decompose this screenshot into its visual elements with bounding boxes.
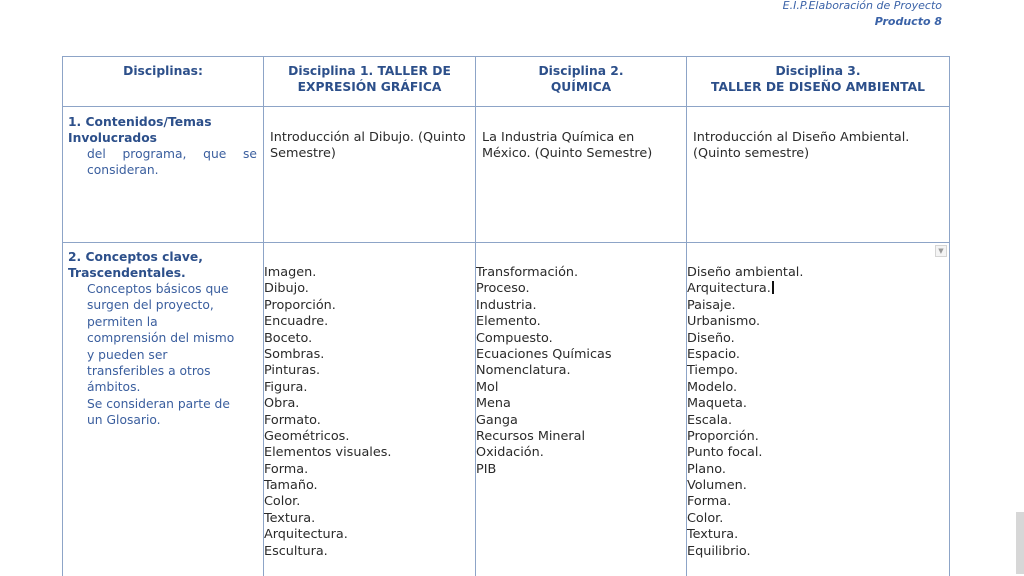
- table-header-row: [63, 57, 950, 107]
- disciplines-table: [62, 56, 950, 576]
- row-label-title: [63, 249, 263, 281]
- list-item: Color.: [264, 494, 301, 510]
- list-item: Nomenclatura.: [476, 363, 571, 379]
- column-header-line: TALLER DE DISEÑO AMBIENTAL: [711, 80, 925, 94]
- list-item: Formato.: [264, 412, 321, 428]
- list-item: Recursos Mineral: [476, 428, 586, 444]
- column-header-disciplina-3: [687, 57, 950, 107]
- list-item: Figura.: [264, 379, 308, 395]
- row-label-description: [63, 281, 263, 429]
- list-item: Escala.: [687, 412, 733, 428]
- description-line: y pueden ser: [87, 347, 168, 362]
- list-item: Ecuaciones Químicas: [476, 346, 612, 362]
- list-item: Transformación.: [476, 265, 579, 280]
- list-item: Sombras.: [264, 346, 325, 362]
- column-header-disciplina-1: [264, 57, 476, 107]
- list-item: Encuadre.: [264, 314, 329, 330]
- list-item: Plano.: [687, 461, 726, 477]
- description-line: Conceptos básicos que: [87, 282, 229, 296]
- cell-text: La Industria Química en México. (Quinto Semestre): [482, 130, 653, 162]
- list-item: Arquitectura.: [264, 527, 348, 543]
- description-line: permiten la: [87, 314, 158, 329]
- column-header-line: Disciplina 1. TALLER DE: [288, 64, 451, 78]
- table-cell[interactable]: [476, 107, 687, 243]
- description-line: transferibles a otros: [87, 364, 211, 379]
- description-line: un Glosario.: [87, 413, 161, 428]
- row-label-description: del programa, que se consideran.: [87, 147, 257, 178]
- list-item: Proceso.: [476, 281, 530, 297]
- list-item: Diseño ambiental.: [687, 265, 804, 280]
- label-title-line: 2. Conceptos clave,: [68, 250, 203, 264]
- column-header-line: EXPRESIÓN GRÁFICA: [297, 80, 442, 94]
- row-label-cell: [63, 243, 264, 576]
- list-item: Espacio.: [687, 346, 740, 362]
- page-header: [783, 0, 942, 29]
- table-cell[interactable]: [476, 243, 687, 576]
- list-item: Dibujo.: [264, 281, 309, 297]
- table-cell[interactable]: [264, 243, 476, 576]
- label-title-line: Trascendentales.: [68, 266, 186, 280]
- description-line: comprensión del mismo: [87, 331, 235, 346]
- concept-list: [476, 265, 686, 478]
- header-title: E.I.P.Elaboración de Proyecto: [782, 0, 942, 12]
- text-cursor: [772, 281, 774, 294]
- list-item: Forma.: [687, 494, 732, 510]
- list-item: Textura.: [264, 510, 316, 526]
- column-header-disciplinas: [63, 57, 264, 107]
- column-header-line: QUÍMICA: [550, 80, 612, 94]
- concept-list: [687, 265, 949, 560]
- list-item: Mol: [476, 379, 499, 395]
- column-header-line: Disciplina 2.: [538, 64, 624, 78]
- label-title-line: 1. Contenidos/Temas: [68, 115, 212, 129]
- list-item: Tiempo.: [687, 363, 739, 379]
- table-row-conceptos: [63, 243, 950, 576]
- list-item: Imagen.: [264, 265, 317, 280]
- label-title-line: Involucrados: [68, 131, 157, 145]
- list-item: Modelo.: [687, 379, 738, 395]
- scrollbar-edge[interactable]: [1016, 512, 1024, 574]
- list-item: PIB: [476, 461, 497, 477]
- table-row-contenidos: [63, 107, 950, 243]
- list-item: Industria.: [476, 297, 537, 313]
- list-item: Ganga: [476, 412, 518, 428]
- table-cell[interactable]: [687, 107, 950, 243]
- description-line: surgen del proyecto,: [87, 298, 214, 313]
- column-header-disciplina-2: [476, 57, 687, 107]
- list-item: Mena: [476, 396, 511, 412]
- row-label-cell: [63, 107, 264, 243]
- list-item: Color.: [687, 510, 724, 526]
- list-item: Geométricos.: [264, 428, 350, 444]
- list-item: Oxidación.: [476, 445, 544, 461]
- list-item: Pinturas.: [264, 363, 321, 379]
- list-item: Forma.: [264, 461, 309, 477]
- column-header-line: Disciplina 3.: [775, 64, 861, 78]
- list-item: Volumen.: [687, 478, 747, 494]
- cell-text: Introducción al Dibujo. (Quinto Semestre): [270, 130, 466, 162]
- chevron-down-icon[interactable]: ▼: [935, 245, 947, 257]
- list-item: Diseño.: [687, 330, 735, 346]
- cell-text: Introducción al Diseño Ambiental. (Quinto semestre): [693, 130, 910, 162]
- header-subtitle: Producto 8: [874, 15, 942, 28]
- list-item: Proporción.: [687, 428, 759, 444]
- list-item: Compuesto.: [476, 330, 553, 346]
- list-item: Escultura.: [264, 543, 328, 559]
- list-item: Boceto.: [264, 330, 313, 346]
- list-item: Obra.: [264, 396, 300, 412]
- description-line: ámbitos.: [87, 380, 141, 395]
- column-header-line: Disciplinas:: [123, 64, 203, 78]
- list-item: Tamaño.: [264, 478, 318, 494]
- concept-list: [264, 265, 475, 560]
- row-label-title: [63, 114, 263, 146]
- list-item: Punto focal.: [687, 445, 763, 461]
- description-line: Se consideran parte de: [87, 396, 230, 411]
- table-cell[interactable]: [687, 243, 950, 576]
- list-item: Urbanismo.: [687, 314, 761, 330]
- list-item: Equilibrio.: [687, 543, 751, 559]
- table-cell[interactable]: [264, 107, 476, 243]
- list-item: Textura.: [687, 527, 739, 543]
- list-item: Elemento.: [476, 314, 541, 330]
- list-item: Paisaje.: [687, 297, 736, 313]
- list-item: Arquitectura.: [687, 281, 949, 297]
- list-item: Elementos visuales.: [264, 445, 392, 461]
- list-item: Proporción.: [264, 297, 336, 313]
- list-item: Maqueta.: [687, 396, 747, 412]
